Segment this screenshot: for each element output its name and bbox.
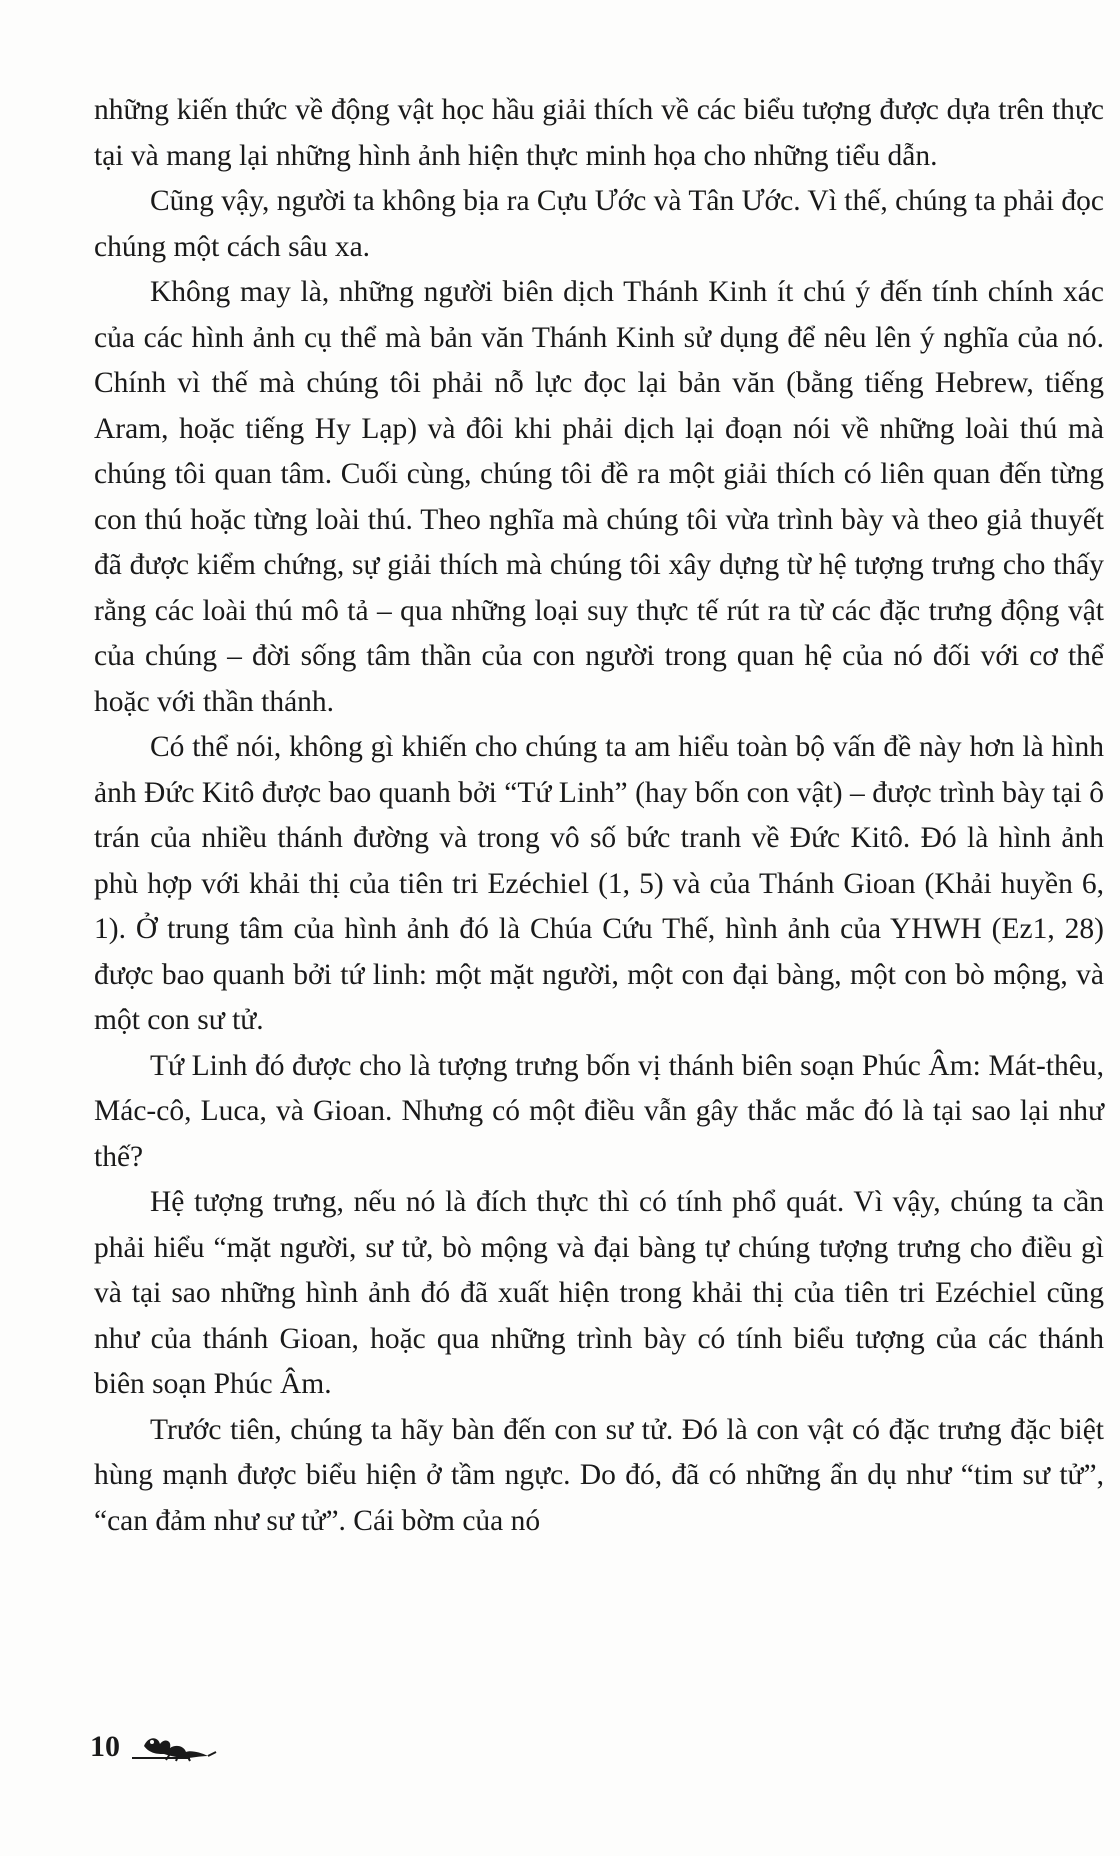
paragraph: Cũng vậy, người ta không bịa ra Cựu Ước và Tân Ước. Vì thế, chúng ta phải đọc chúng một cách sâu xa.	[94, 185, 1104, 263]
page-footer	[90, 1728, 220, 1762]
body-text	[94, 88, 1104, 1544]
paragraph: Không may là, những người biên dịch Thánh Kinh ít chú ý đến tính chính xác của các hình ảnh cụ thể mà bản văn Thánh Kinh sử dụng để nêu lên ý nghĩa của nó. Chính vì thế mà chúng tôi phải nỗ lực đọc lại bản văn (bằng tiếng Hebrew, tiếng Aram, hoặc tiếng Hy Lạp) và đôi khi phải dịch lại đoạn nói về những loài thú mà chúng tôi quan tâm. Cuối cùng, chúng tôi đề ra một giải thích có liên quan đến từng con thú hoặc từng loài thú. Theo nghĩa mà chúng tôi vừa trình bày và theo giả thuyết đã được kiểm chứng, sự giải thích mà chúng tôi xây dựng từ hệ tượng trưng cho thấy rằng các loài thú mô tả – qua những loại suy thực tế rút ra từ các đặc trưng động vật của chúng – đời sống tâm thần của con người trong quan hệ của nó đối với cơ thể hoặc với thần thánh.	[94, 276, 1104, 718]
paragraph: Có thể nói, không gì khiến cho chúng ta am hiểu toàn bộ vấn đề này hơn là hình ảnh Đức Kitô được bao quanh bởi “Tứ Linh” (hay bốn con vật) – được trình bày tại ô trán của nhiều thánh đường và trong vô số bức tranh về Đức Kitô. Đó là hình ảnh phù hợp với khải thị của tiên tri Ezéchiel (1, 5) và của Thánh Gioan (Khải huyền 6, 1). Ở trung tâm của hình ảnh đó là Chúa Cứu Thế, hình ảnh của YHWH (Ez1, 28) được bao quanh bởi tứ linh: một mặt người, một con đại bàng, một con bò mộng, và một con sư tử.	[94, 731, 1104, 1036]
paragraph-continuation: những kiến thức về động vật học hầu giải thích về các biểu tượng được dựa trên thực tại và mang lại những hình ảnh hiện thực minh họa cho những tiểu dẫn.	[94, 94, 1104, 172]
page-number: 10	[90, 1730, 120, 1763]
paragraph: Hệ tượng trưng, nếu nó là đích thực thì có tính phổ quát. Vì vậy, chúng ta cần phải hiểu “mặt người, sư tử, bò mộng và đại bàng tự chúng tượng trưng cho điều gì và tại sao những hình ảnh đó đã xuất hiện trong khải thị của tiên tri Ezéchiel cũng như của thánh Gioan, hoặc qua những trình bày có tính biểu tượng của các thánh biên soạn Phúc Âm.	[94, 1186, 1104, 1400]
paragraph: Trước tiên, chúng ta hãy bàn đến con sư tử. Đó là con vật có đặc trưng đặc biệt hùng mạnh được biểu hiện ở tầm ngực. Do đó, đã có những ẩn dụ như “tim sư tử”, “can đảm như sư tử”. Cái bờm của nó	[94, 1413, 1104, 1537]
paragraph: Tứ Linh đó được cho là tượng trưng bốn vị thánh biên soạn Phúc Âm: Mát-thêu, Mác-cô, Luca, và Gioan. Nhưng có một điều vẫn gây thắc mắc đó là tại sao lại như thế?	[94, 1049, 1104, 1173]
animal-ornament-icon	[130, 1728, 220, 1762]
